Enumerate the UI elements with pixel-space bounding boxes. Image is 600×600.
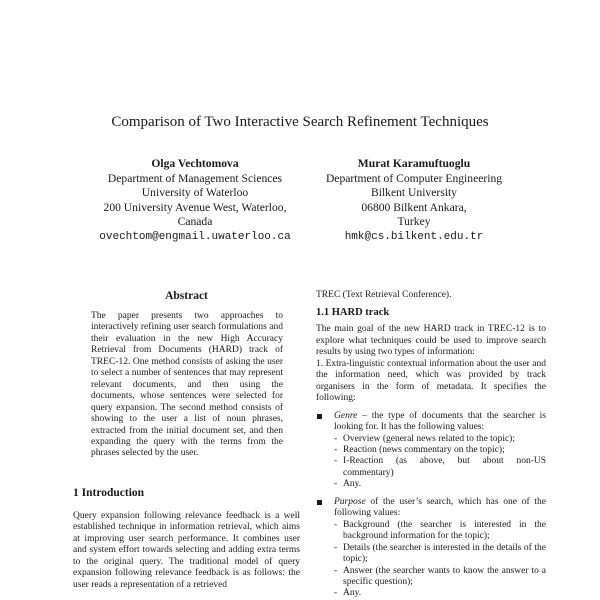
bullet-square-icon <box>317 414 322 419</box>
list-item: - Any. <box>334 479 362 490</box>
bullet-square-icon <box>317 500 322 505</box>
list-item: - Background (the searcher is interested in the background information for the topic); <box>334 519 546 542</box>
genre-value: Reaction (news commentary on the topic); <box>343 444 505 455</box>
purpose-text: of the user’s search, which has one of the following values: <box>334 496 546 519</box>
author-university: University of Waterloo <box>141 186 249 200</box>
genre-text: – the type of documents that the searcher is looking for. It has the following values: <box>334 410 546 433</box>
author-university: Bilkent University <box>371 186 457 200</box>
list-item: - I-Reaction (as above, but about non-US commentary) <box>334 456 546 478</box>
author-email: ovechtom@engmail.uwaterloo.ca <box>99 230 291 243</box>
author-department: Department of Management Sciences <box>107 171 283 185</box>
author-address: 06800 Bilkent Ankara, <box>361 200 467 214</box>
abstract-heading: Abstract <box>165 290 208 302</box>
left-column <box>73 290 300 591</box>
genre-value: Overview (general news related to the topic); <box>343 433 515 444</box>
introduction-heading: 1 Introduction <box>73 486 145 499</box>
abstract-text: The paper presents two approaches to interactively refining user search formulations and their evaluation in the new High Accuracy Retrieval from Documents (HARD) track of TREC-12. One method consists of asking the user to select a number of sentences that may represent relevant documents, and then using the documents, whose sentences were selected for query expansion. The second method consists of showing to the user a list of noun phrases, extracted from the initial document set, and then expanding the query with the terms from the phrases selected by the user. <box>91 311 283 459</box>
list-item: - Any. <box>334 588 362 599</box>
purpose-value: Answer (the searcher wants to know the answer to a specific question); <box>343 565 546 587</box>
list-item: - Reaction (news commentary on the topic); <box>334 444 505 455</box>
list-item: - Answer (the searcher wants to know the answer to a specific question); <box>334 565 546 587</box>
author-country: Turkey <box>397 215 431 229</box>
paper-title: Comparison of Two Interactive Search Refinement Techniques <box>111 114 489 130</box>
author-address: 200 University Avenue West, Waterloo, <box>103 200 287 214</box>
genre-value: Any. <box>343 479 362 490</box>
author-department: Department of Computer Engineering <box>325 171 503 185</box>
purpose-value: Any. <box>343 588 362 599</box>
genre-value: I-Reaction (as above, but about non-US commentary) <box>343 456 546 478</box>
author-name: Olga Vechtomova <box>151 157 239 170</box>
purpose-bullet <box>316 497 546 520</box>
author-email: hmk@cs.bilkent.edu.tr <box>344 230 484 243</box>
purpose-value: Details (the searcher is interested in the details of the topic); <box>343 542 546 565</box>
hard-track-heading: 1.1 HARD track <box>316 307 390 319</box>
introduction-text: Query expansion following relevance feedback is a well established technique in information retrieval, which aims at improving user search performance. It combines user and system effort towards selecting and adding extra terms to the original query. The traditional model of query expansion following relevance feedback is as follows: the user reads a representation of a retrieved <box>73 510 300 590</box>
author-name: Murat Karamuftuoglu <box>357 157 471 170</box>
author-block-2 <box>316 157 512 245</box>
author-country: Canada <box>177 215 213 229</box>
author-block-1 <box>88 157 302 245</box>
purpose-label: Purpose <box>334 496 366 507</box>
trec-line: TREC (Text Retrieval Conference). <box>316 290 452 300</box>
purpose-value: Background (the searcher is interested in the background information for the topic); <box>343 519 546 542</box>
list-item: - Details (the searcher is interested in the details of the topic); <box>334 542 546 565</box>
numbered-item-1: 1. Extra-linguistic contextual information about the user and the information need, which was provided by track organisers in the form of metadata. It specifies the following: <box>316 358 546 404</box>
right-column <box>316 290 546 600</box>
list-item: - Overview (general news related to the topic); <box>334 433 515 444</box>
genre-label: Genre <box>334 410 358 421</box>
hard-track-intro: The main goal of the new HARD track in TREC-12 is to explore what techniques could be used to improve search results by using two types of information: <box>316 324 546 358</box>
genre-bullet <box>316 411 546 434</box>
